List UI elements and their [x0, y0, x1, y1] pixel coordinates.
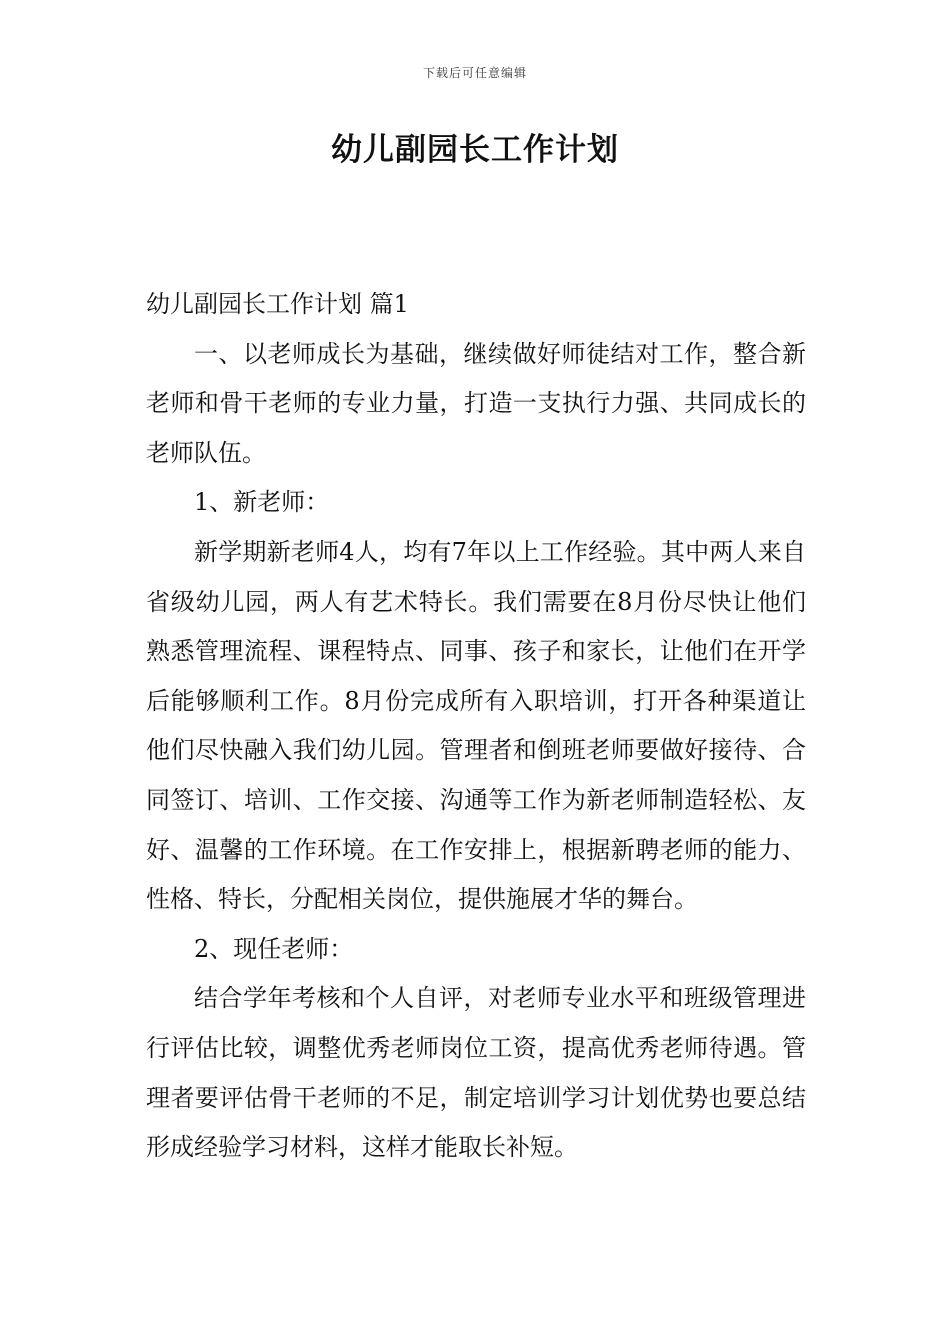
section-heading: 幼儿副园长工作计划 篇1: [146, 290, 409, 318]
document-title: 幼儿副园长工作计划: [331, 132, 619, 168]
paragraph-current-teachers: 结合学年考核和个人自评，对老师专业水平和班级管理进行评估比较，调整优秀老师岗位工资，提高优秀老师待遇。管理者要评估骨干老师的不足，制定培训学习计划优势也要总结形成经验学习材料，这样才能取长补短。: [146, 984, 806, 1162]
paragraph-new-teachers-heading: 1、新老师：: [194, 488, 330, 517]
page-header-note: 下载后可任意编辑: [422, 66, 527, 80]
paragraph-current-teachers-heading: 2、现任老师：: [194, 934, 354, 963]
document-body: [146, 280, 806, 1173]
paragraph-new-teachers: 新学期新老师4人，均有7年以上工作经验。其中两人来自省级幼儿园，两人有艺术特长。我们需要在8月份尽快让他们熟悉管理流程、课程特点、同事、孩子和家长，让他们在开学后能够顺利工作。8月份完成所有入职培训，打开各种渠道让他们尽快融入我们幼儿园。管理者和倒班老师要做好接待、合同签订、培训、工作交接、沟通等工作为新老师制造轻松、友好、温馨的工作环境。在工作安排上，根据新聘老师的能力、性格、特长，分配相关岗位，提供施展才华的舞台。: [146, 537, 806, 914]
paragraph-intro: 一、以老师成长为基础，继续做好师徒结对工作，整合新老师和骨干老师的专业力量，打造一支执行力强、共同成长的老师队伍。: [146, 339, 806, 467]
